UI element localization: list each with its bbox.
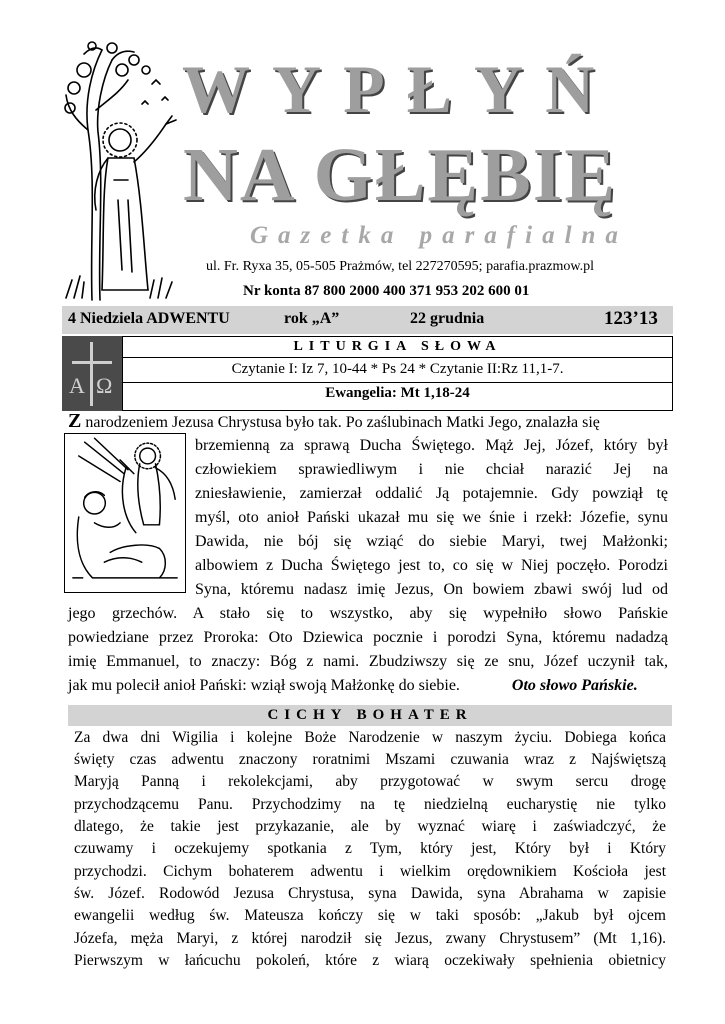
divider <box>122 382 673 383</box>
masthead-subtitle: Gazetka parafialna <box>250 222 628 249</box>
article-header <box>68 705 672 726</box>
article-line: czuwamy i oczekujemy spotkania z Tym, który jest, Który był i Który <box>74 840 666 857</box>
issue-info-bar <box>62 306 673 334</box>
gospel-line: zniesławienie, zamierzał oddalić Ją potajemnie. Gdy powziął tę <box>195 485 668 502</box>
article-line: Józefa, męża Maryi, z której narodził się Jezus, zwany Chrystusem” (Mt 1,16). <box>74 930 666 947</box>
gospel-line: człowiekiem sprawiedliwym i nie chciał narazić Jej na <box>195 461 668 478</box>
gospel-line: powiedziane przez Proroka: Oto Dziewica pocznie i porodzi Syna, któremu nadadzą <box>68 629 668 646</box>
svg-text:A: A <box>69 373 85 398</box>
parish-address: ul. Fr. Ryxa 35, 05-505 Prażmów, tel 227270595; parafia.prazmow.pl <box>206 259 594 274</box>
issue-number: 123’13 <box>604 308 658 329</box>
article-title: CICHY BOHATER <box>267 707 473 723</box>
gospel-line: imię Emmanuel, to znaczy: Bóg z nami. Zbudziwszy się ze snu, Józef uczynił tak, <box>68 653 668 670</box>
saint-tree-illustration <box>62 40 182 302</box>
bank-account: Nr konta 87 800 2000 400 371 953 202 600 01 <box>243 283 530 299</box>
gospel-last-line <box>68 676 638 696</box>
article-line: ewangelii według św. Mateusza kończy się w taki sposób: „Jakub był ojcem <box>74 907 666 924</box>
gospel-line: Syna, któremu nadasz imię Jezus, On bowiem zbawi swój lud od <box>195 581 668 598</box>
gospel-line: brzemienną za sprawą Ducha Świętego. Mąż Jej, Józef, który był <box>195 437 668 454</box>
gospel-line: albowiem z Ducha Świętego jest to, co się w Niej poczęło. Porodzi <box>195 557 668 574</box>
annunciation-dream-illustration <box>64 433 186 593</box>
readings-list: Czytanie I: Iz 7, 10-44 * Ps 24 * Czytanie II:Rz 11,1-7. <box>231 361 564 377</box>
alpha-omega-cross-icon <box>62 336 122 411</box>
drop-letter: Z <box>68 410 82 432</box>
gospel-line: jak mu polecił anioł Pański: wziął swoją Małżonkę do siebie. <box>68 677 460 694</box>
gospel-line: Dawida, nie bój się wziąć do siebie Maryi, twej Małżonki; <box>195 533 668 550</box>
article-line: święty czas adwentu znaczony roratnimi Mszami czuwania wraz z Najświętszą <box>74 751 666 768</box>
article-line: przychodzącemu Panu. Przychodzimy na tę niedzielną eucharystię nie tylko <box>74 796 666 813</box>
article-line: Pierwszym w łańcuchu pokoleń, które z wiarą oczekiwały spełnienia obietnicy <box>74 952 666 969</box>
issue-date: 22 grudnia <box>410 310 485 327</box>
masthead-title-line2: NA GŁĘBIĘ <box>183 133 618 217</box>
gospel-first-line <box>68 411 600 433</box>
article-line: Za dwa dni Wigilia i kolejne Boże Narodzenie w naszym życiu. Dobiega końca <box>74 729 666 746</box>
article-line: św. Józef. Rodowód Jezusa Chrystusa, syna Dawida, syna Abrahama w zapisie <box>74 885 666 902</box>
svg-text:Ω: Ω <box>96 373 113 398</box>
gospel-line: myśl, oto anioł Pański ukazał mu się we śnie i rzekł: Józefie, synu <box>195 509 668 526</box>
article-line: przychodzi. Cichym bohaterem adwentu i wielkim orędownikiem Kościoła jest <box>74 863 666 880</box>
gospel-reference: Ewangelia: Mt 1,18-24 <box>325 385 470 401</box>
gospel-closing: Oto słowo Pańskie. <box>511 677 638 694</box>
liturgy-title: LITURGIA SŁOWA <box>293 339 502 354</box>
article-line: dlatego, że takie jest przykazanie, ale by wyznać wiarę i zaświadczyć, że <box>74 818 666 835</box>
liturgical-year: rok „A” <box>284 310 340 327</box>
gospel-line: narodzeniem Jezusa Chrystusa było tak. Po zaślubinach Matki Jego, znalazła się <box>81 414 600 431</box>
liturgical-sunday: 4 Niedziela ADWENTU <box>68 310 230 327</box>
masthead-title-line1: WYPŁYŃ <box>182 51 617 127</box>
liturgy-header <box>122 336 673 358</box>
gospel-line: jego grzechów. A stało się to wszystko, aby się wypełniło słowo Pańskie <box>68 605 668 622</box>
article-line: Maryją Panną i rekolekcjami, aby przygotować w swym sercu drogę <box>74 773 666 790</box>
